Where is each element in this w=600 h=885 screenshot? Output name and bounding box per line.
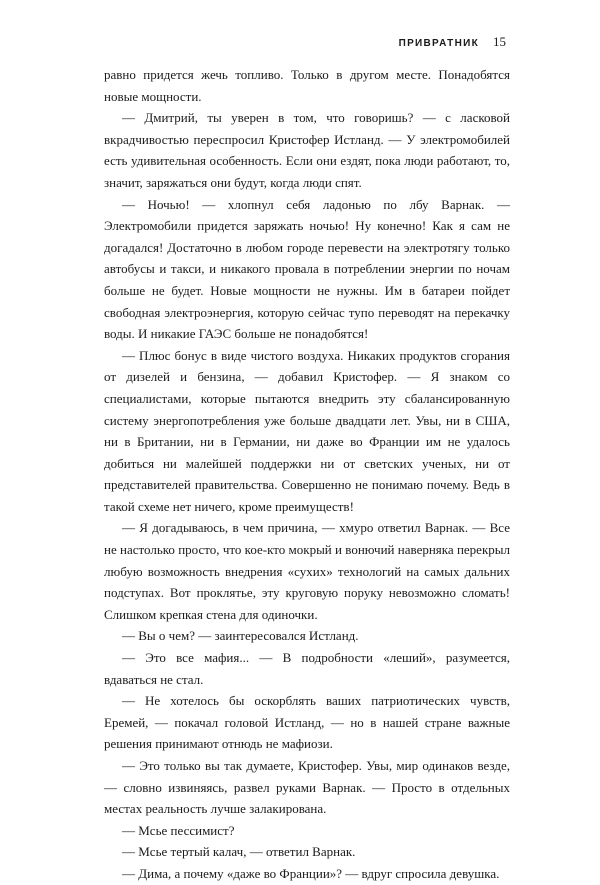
paragraph: — Дмитрий, ты уверен в том, что говоришь? — с ласковой вкрадчивостью переспросил Кристофер Истланд. — У электромобилей есть удивительная особенность. Если они ездят, пока люди работают, то, значит, заряжаться они будут, когда люди спят. [104, 110, 510, 190]
body-text [104, 64, 510, 885]
paragraph: — Плюс бонус в виде чистого воздуха. Никаких продуктов сгорания от дизелей и бензина, — добавил Кристофер. — Я знаком со специалистами, которые пытаются внедрить эту сбалансированную систему энергопотребления уже больше двадцати лет. Увы, ни в США, ни в Британии, ни в Германии, ни даже во Франции им не удалось добиться ни малейшей поддержки ни от светских ученых, ни от представителей правительства. Совершенно не понимаю почему. Ведь в такой схеме нет ничего, кроме преимуществ! [104, 347, 510, 514]
running-title: ПРИВРАТНИК [398, 38, 479, 49]
page-header [399, 34, 506, 50]
paragraph: равно придется жечь топливо. Только в другом месте. Понадобятся новые мощности. [104, 67, 510, 104]
page-number: 15 [493, 34, 506, 49]
paragraph: — Вы о чем? — заинтересовался Истланд. [122, 628, 359, 644]
paragraph: — Я догадываюсь, в чем причина, — хмуро ответил Варнак. — Все не настолько просто, что кое-кто мокрый и вонючий наверняка перекрыл любую возможность внедрения «сухих» технологий на самых дальних подступах. Вот проклятье, эту круговую поруку невозможно сломать! Слишком крепкая стена для одиночки. [104, 520, 510, 622]
paragraph: — Это только вы так думаете, Кристофер. Увы, мир одинаков везде, — словно извиняясь, развел руками Варнак. — Просто в отдельных местах реальность лучше залакирована. [104, 758, 510, 817]
paragraph: — Дима, а почему «даже во Франции»? — вдруг спросила девушка. [122, 865, 500, 881]
paragraph: — Мсье тертый калач, — ответил Варнак. [122, 844, 356, 860]
paragraph: — Мсье пессимист? [122, 822, 235, 838]
paragraph: — Это все мафия... — В подробности «леший», разумеется, вдаваться не стал. [104, 650, 510, 687]
paragraph: — Не хотелось бы оскорблять ваших патриотических чувств, Еремей, — покачал головой Истланд, — но в нашей стране важные решения принимают отнюдь не мафиози. [104, 693, 510, 752]
paragraph: — Ночью! — хлопнул себя ладонью по лбу Варнак. — Электромобили придется заряжать ночью! Ну конечно! Как я сам не догадался! Достаточно в любом городе перевести на электротягу только автобусы и такси, и никакого провала в потреблении энергии по ночам больше не будет. Новые мощности не нужны. Им в батареи пойдет свободная электроэнергия, которую сейчас тупо переводят на перекачку воды. И никакие ГАЭС больше не понадобятся! [104, 196, 510, 342]
